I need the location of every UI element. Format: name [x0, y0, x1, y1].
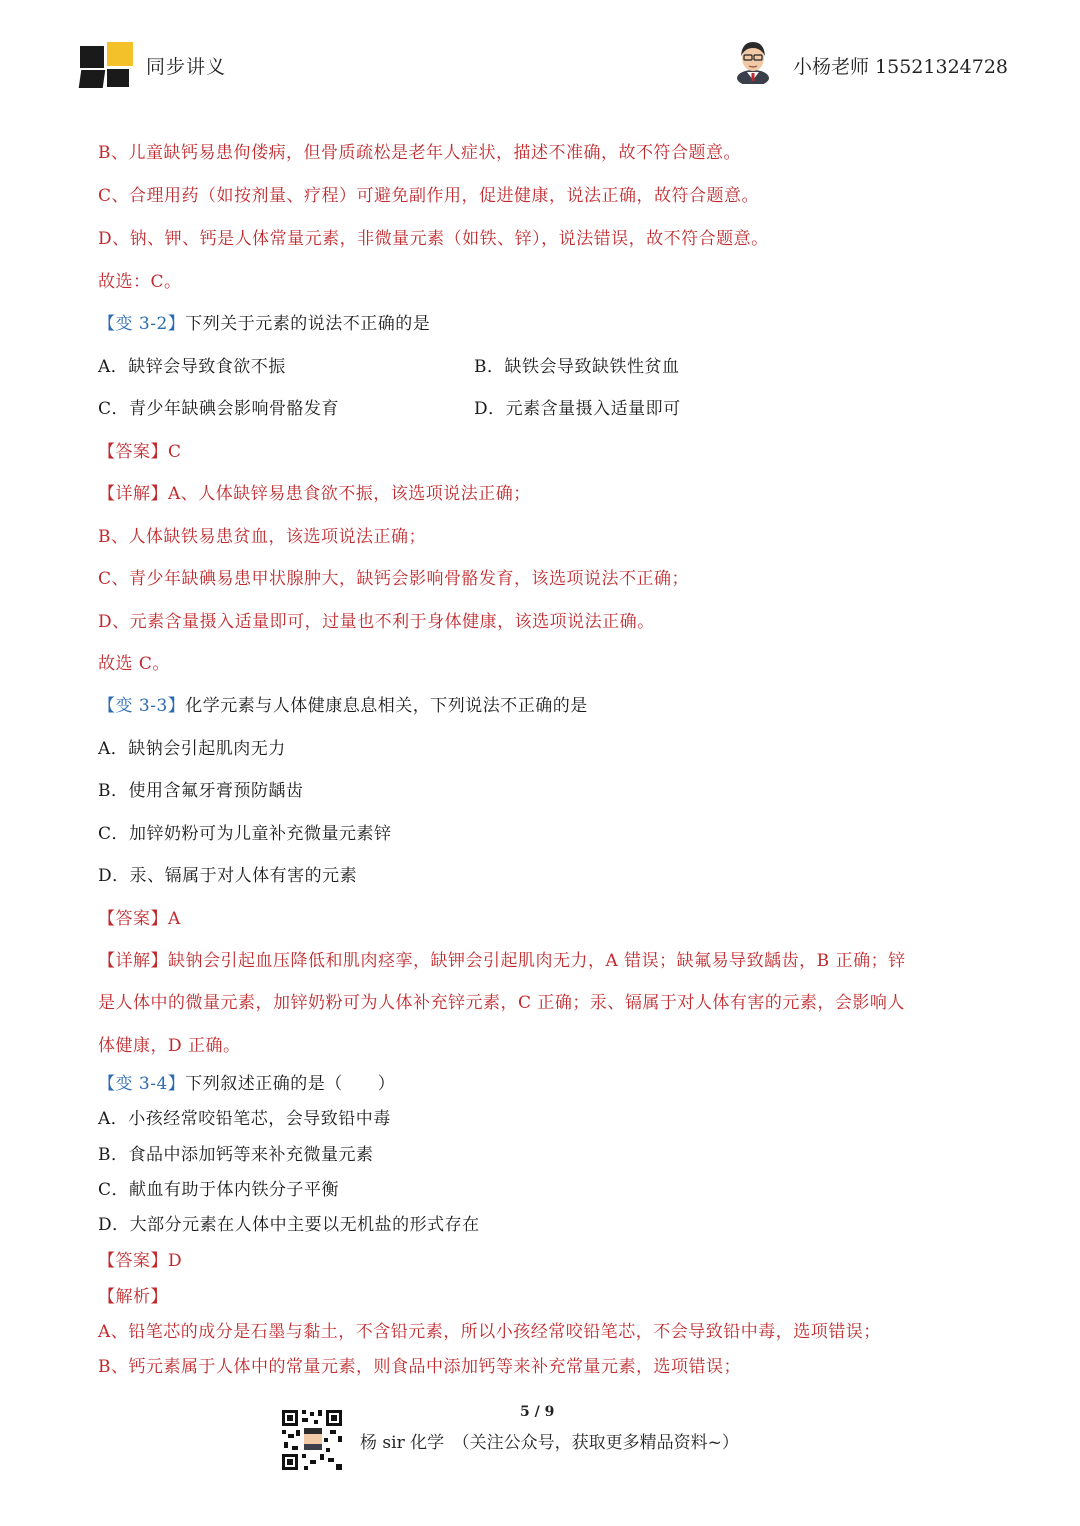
explanation-line: B、儿童缺钙易患佝偻病，但骨质疏松是老年人症状，描述不准确，故不符合题意。 — [98, 143, 741, 163]
option-a: A．缺锌会导致食欲不振 — [98, 357, 286, 377]
option-c: C．献血有助于体内铁分子平衡 — [98, 1180, 340, 1200]
page-header — [0, 0, 1080, 110]
answer-label: 【答案】A — [98, 909, 181, 929]
option-a: A．缺钠会引起肌肉无力 — [98, 739, 286, 759]
question-3-4 — [98, 1069, 395, 1094]
question-tag: 【变 3-2】 — [98, 314, 186, 334]
option-d: D．元素含量摄入适量即可 — [474, 399, 681, 419]
detail-line: 故选 C。 — [98, 654, 170, 674]
teacher-contact: 小杨老师 15521324728 — [793, 56, 1009, 78]
question-3-2 — [98, 309, 430, 334]
option-d: D．大部分元素在人体中主要以无机盐的形式存在 — [98, 1215, 480, 1235]
logo-icon — [80, 42, 136, 88]
analysis-line: B、钙元素属于人体中的常量元素，则食品中添加钙等来补充常量元素，选项错误； — [98, 1357, 741, 1377]
detail-line: B、人体缺铁易患贫血，该选项说法正确； — [98, 527, 426, 547]
footer-caption: 杨 sir 化学 （关注公众号，获取更多精品资料~） — [360, 1433, 739, 1453]
option-c: C．加锌奶粉可为儿童补充微量元素锌 — [98, 824, 392, 844]
page-number: 5 / 9 — [520, 1404, 555, 1420]
qr-code-icon — [280, 1408, 344, 1472]
option-a: A．小孩经常咬铅笔芯，会导致铅中毒 — [98, 1109, 391, 1129]
answer-choice-line: 故选：C。 — [98, 272, 182, 292]
analysis-label: 【解析】 — [98, 1287, 168, 1307]
detail-line: 是人体中的微量元素，加锌奶粉可为人体补充锌元素，C 正确；汞、镉属于对人体有害的元素，会影响人 — [98, 993, 905, 1013]
question-tag: 【变 3-3】 — [98, 696, 186, 716]
option-d: D．汞、镉属于对人体有害的元素 — [98, 866, 358, 886]
question-tag: 【变 3-4】 — [98, 1074, 186, 1094]
option-b: B．缺铁会导致缺铁性贫血 — [474, 357, 680, 377]
detail-line: D、元素含量摄入适量即可，过量也不利于身体健康，该选项说法正确。 — [98, 612, 655, 632]
detail-line: 体健康，D 正确。 — [98, 1036, 241, 1056]
detail-line: C、青少年缺碘易患甲状腺肿大，缺钙会影响骨骼发育，该选项说法不正确； — [98, 569, 690, 589]
option-b: B．使用含氟牙膏预防龋齿 — [98, 781, 304, 801]
option-c: C．青少年缺碘会影响骨骼发育 — [98, 399, 340, 419]
answer-label: 【答案】D — [98, 1251, 183, 1271]
question-text: 下列关于元素的说法不正确的是 — [185, 314, 431, 334]
option-b: B．食品中添加钙等来补充微量元素 — [98, 1145, 374, 1165]
question-text: 化学元素与人体健康息息相关，下列说法不正确的是 — [185, 696, 588, 716]
question-text: 下列叙述正确的是（ ） — [185, 1074, 396, 1094]
question-3-3 — [98, 691, 588, 716]
explanation-line: C、合理用药（如按剂量、疗程）可避免副作用，促进健康，说法正确，故符合题意。 — [98, 186, 760, 206]
answer-label: 【答案】C — [98, 442, 182, 462]
analysis-line: A、铅笔芯的成分是石墨与黏土，不含铅元素，所以小孩经常咬铅笔芯，不会导致铅中毒，选项错误； — [98, 1322, 881, 1342]
detail-line: 【详解】A、人体缺锌易患食欲不振，该选项说法正确； — [98, 484, 531, 504]
detail-line: 【详解】缺钠会引起血压降低和肌肉痉挛，缺钾会引起肌肉无力，A 错误；缺氟易导致龋齿，B 正确；锌 — [98, 951, 906, 971]
brand-title: 同步讲义 — [146, 56, 227, 78]
teacher-avatar-icon — [733, 38, 773, 84]
explanation-line: D、钠、钾、钙是人体常量元素，非微量元素（如铁、锌），说法错误，故不符合题意。 — [98, 229, 769, 249]
